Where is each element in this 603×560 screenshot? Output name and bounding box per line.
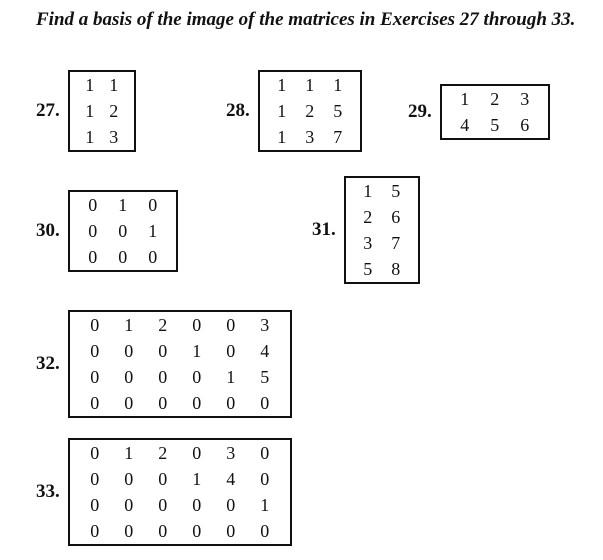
matrix-entry: 3 [109, 126, 119, 147]
matrix-entry: 0 [90, 366, 100, 387]
matrix-entry: 0 [118, 246, 128, 267]
matrix-entry: 5 [260, 366, 270, 387]
exercise-29 [408, 84, 550, 140]
matrix-entry: 0 [88, 194, 98, 215]
matrix-row [78, 98, 126, 124]
matrix-entry: 2 [158, 442, 168, 463]
matrix [68, 190, 178, 272]
matrix-entry: 0 [192, 366, 202, 387]
matrix-entry: 0 [158, 340, 168, 361]
exercise-number: 28. [226, 100, 250, 121]
matrix-entry: 1 [333, 74, 343, 95]
matrix [68, 438, 292, 546]
exercise-number: 27. [36, 100, 60, 121]
matrix-entry: 0 [158, 392, 168, 413]
exercise-number: 29. [408, 101, 432, 122]
matrix-entry: 0 [226, 392, 236, 413]
matrix-entry: 0 [90, 392, 100, 413]
matrix-entry: 0 [158, 468, 168, 489]
matrix-entry: 1 [363, 180, 373, 201]
matrix-row [354, 204, 410, 230]
matrix-entry: 1 [277, 100, 287, 121]
matrix-entry: 0 [148, 246, 158, 267]
matrix-row [354, 230, 410, 256]
matrix-entry: 1 [277, 74, 287, 95]
matrix-entry: 2 [109, 100, 119, 121]
instructions: Find a basis of the image of the matrices in Exercises 27 through 33. [36, 9, 576, 30]
matrix-row [78, 338, 282, 364]
matrix-row [78, 218, 168, 244]
matrix-entry: 5 [363, 258, 373, 279]
matrix-entry: 3 [226, 442, 236, 463]
matrix [258, 70, 362, 152]
matrix-entry: 0 [192, 314, 202, 335]
matrix-entry: 3 [305, 126, 315, 147]
matrix [344, 176, 420, 284]
matrix-entry: 6 [391, 206, 401, 227]
matrix-entry: 1 [85, 74, 95, 95]
exercise-31 [312, 176, 420, 284]
matrix-entry: 1 [305, 74, 315, 95]
matrix-entry: 5 [391, 180, 401, 201]
matrix-entry: 1 [85, 100, 95, 121]
matrix-entry: 0 [124, 520, 134, 541]
matrix-entry: 0 [226, 314, 236, 335]
matrix-entry: 0 [90, 442, 100, 463]
exercise-number: 31. [312, 219, 336, 240]
matrix-row [268, 72, 352, 98]
matrix-entry: 0 [124, 392, 134, 413]
matrix-entry: 0 [88, 220, 98, 241]
exercise-32 [36, 310, 292, 418]
matrix-entry: 8 [391, 258, 401, 279]
matrix-entry: 7 [391, 232, 401, 253]
matrix-entry: 0 [260, 392, 270, 413]
matrix-entry: 0 [90, 468, 100, 489]
matrix-entry: 0 [90, 520, 100, 541]
matrix-row [268, 124, 352, 150]
matrix-entry: 0 [226, 340, 236, 361]
matrix-entry: 2 [305, 100, 315, 121]
matrix-entry: 1 [109, 74, 119, 95]
exercise-30 [36, 190, 178, 272]
matrix-entry: 1 [192, 468, 202, 489]
matrix-row [78, 466, 282, 492]
matrix-entry: 0 [90, 314, 100, 335]
matrix-entry: 0 [90, 494, 100, 515]
matrix-entry: 0 [192, 392, 202, 413]
matrix-entry: 3 [363, 232, 373, 253]
matrix-row [78, 364, 282, 390]
matrix-row [78, 72, 126, 98]
exercise-number: 33. [36, 481, 60, 502]
matrix-entry: 0 [158, 494, 168, 515]
matrix-entry: 7 [333, 126, 343, 147]
matrix-entry: 1 [148, 220, 158, 241]
exercise-28 [226, 70, 362, 152]
matrix-entry: 1 [226, 366, 236, 387]
matrix-entry: 0 [192, 494, 202, 515]
matrix-entry: 4 [260, 340, 270, 361]
matrix-entry: 0 [90, 340, 100, 361]
exercise-27 [36, 70, 136, 152]
matrix-row [450, 112, 540, 138]
matrix-entry: 0 [124, 468, 134, 489]
matrix-entry: 1 [277, 126, 287, 147]
matrix-row [78, 492, 282, 518]
matrix [68, 70, 136, 152]
matrix-entry: 4 [460, 114, 470, 135]
matrix-entry: 0 [192, 442, 202, 463]
matrix-row [450, 86, 540, 112]
matrix-row [268, 98, 352, 124]
matrix-row [78, 312, 282, 338]
matrix-entry: 5 [490, 114, 500, 135]
matrix-row [78, 124, 126, 150]
matrix-entry: 0 [124, 494, 134, 515]
matrix-entry: 2 [363, 206, 373, 227]
matrix-entry: 6 [520, 114, 530, 135]
matrix-row [78, 440, 282, 466]
matrix-entry: 3 [260, 314, 270, 335]
matrix-entry: 0 [260, 520, 270, 541]
matrix-entry: 4 [226, 468, 236, 489]
matrix-entry: 0 [148, 194, 158, 215]
matrix-entry: 0 [88, 246, 98, 267]
exercise-number: 30. [36, 220, 60, 241]
exercise-33 [36, 438, 292, 546]
matrix-entry: 0 [226, 494, 236, 515]
matrix-entry: 0 [124, 366, 134, 387]
matrix-row [354, 178, 410, 204]
matrix-entry: 1 [192, 340, 202, 361]
matrix-entry: 0 [226, 520, 236, 541]
exercise-number: 32. [36, 353, 60, 374]
matrix-entry: 5 [333, 100, 343, 121]
matrix-entry: 1 [460, 88, 470, 109]
matrix-entry: 0 [158, 366, 168, 387]
matrix-entry: 1 [260, 494, 270, 515]
matrix-entry: 2 [490, 88, 500, 109]
matrix-row [78, 518, 282, 544]
matrix-entry: 1 [118, 194, 128, 215]
matrix-entry: 0 [192, 520, 202, 541]
matrix-entry: 0 [118, 220, 128, 241]
matrix-row [78, 244, 168, 270]
matrix-row [78, 390, 282, 416]
matrix-entry: 0 [158, 520, 168, 541]
matrix-entry: 0 [260, 468, 270, 489]
matrix-entry: 3 [520, 88, 530, 109]
matrix-row [354, 256, 410, 282]
matrix [68, 310, 292, 418]
matrix-entry: 0 [124, 340, 134, 361]
matrix-row [78, 192, 168, 218]
matrix-entry: 1 [124, 314, 134, 335]
matrix [440, 84, 550, 140]
matrix-entry: 1 [124, 442, 134, 463]
matrix-entry: 0 [260, 442, 270, 463]
matrix-entry: 1 [85, 126, 95, 147]
matrix-entry: 2 [158, 314, 168, 335]
